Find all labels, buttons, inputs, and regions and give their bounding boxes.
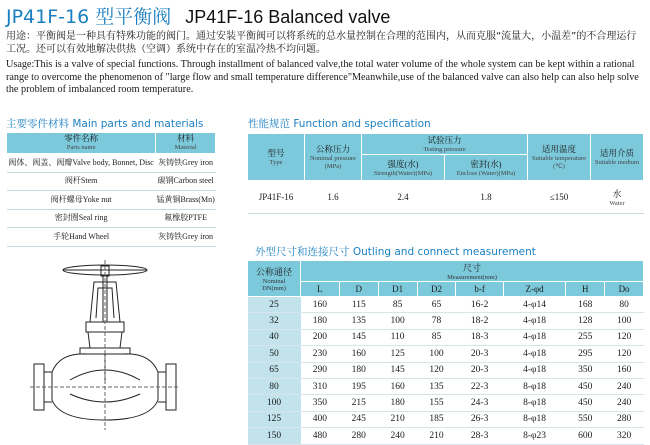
table-row <box>248 428 644 444</box>
table-cell: 4-φ18 <box>503 346 565 362</box>
parts-col-material: 材料 Material <box>156 133 216 154</box>
table-cell: 110 <box>378 329 417 345</box>
spec-table <box>247 133 644 214</box>
table-cell: 128 <box>566 313 605 329</box>
page-title <box>6 2 390 26</box>
table-cell: 120 <box>605 346 644 362</box>
dn-cell: 150 <box>248 428 301 444</box>
table-cell: 160 <box>301 297 340 313</box>
dims-col-dn: 公称通径 Nominal DN(mm) <box>248 261 301 297</box>
table-cell: 350 <box>301 395 340 411</box>
dims-col: D2 <box>417 282 456 297</box>
table-cell: 168 <box>566 297 605 313</box>
spec-col-seal: 密封(水) Enclose (Water)(MPa) <box>444 155 527 181</box>
table-cell: 230 <box>301 346 340 362</box>
spec-col-nominal: 公称压力 Nominal pressure (MPa) <box>305 134 362 181</box>
dims-table <box>247 260 644 445</box>
table-cell: 180 <box>301 313 340 329</box>
table-cell: 180 <box>378 395 417 411</box>
table-cell: 120 <box>605 329 644 345</box>
table-cell: 160 <box>605 362 644 378</box>
dn-cell: 25 <box>248 297 301 313</box>
table-row <box>248 329 644 345</box>
table-cell: 4-φ18 <box>503 329 565 345</box>
title-cn: JP41F-16 型平衡阀 <box>6 6 172 28</box>
table-row: 手轮Hand Wheel 灰铸铁Grey iron <box>7 228 216 247</box>
dims-col: Do <box>605 282 644 297</box>
table-row: JP41F-16 1.6 2.4 1.8 ≤150 水 Water <box>248 181 644 214</box>
table-cell: 290 <box>301 362 340 378</box>
spec-col-temp: 适用温度 Suitable temperature (℃) <box>528 134 591 181</box>
table-cell: 8-φ18 <box>503 378 565 394</box>
table-cell: 85 <box>417 329 456 345</box>
table-cell: 100 <box>605 313 644 329</box>
table-cell: 100 <box>378 313 417 329</box>
table-cell: 22-3 <box>456 378 503 394</box>
dn-cell: 80 <box>248 378 301 394</box>
table-cell: 280 <box>339 428 378 444</box>
dn-cell: 65 <box>248 362 301 378</box>
table-cell: 8-φ18 <box>503 395 565 411</box>
table-cell: 4-φ14 <box>503 297 565 313</box>
table-cell: 450 <box>566 395 605 411</box>
table-cell: 255 <box>566 329 605 345</box>
parts-heading: 主要零件材料 Main parts and materials <box>6 118 204 130</box>
table-cell: 26-3 <box>456 411 503 427</box>
title-en: JP41F-16 Balanced valve <box>185 7 391 27</box>
table-cell: 16-2 <box>456 297 503 313</box>
table-cell: 135 <box>339 313 378 329</box>
table-cell: 85 <box>378 297 417 313</box>
table-row <box>248 313 644 329</box>
table-cell: 4-φ18 <box>503 362 565 378</box>
table-row: 密封圈Seal ring 氟橡胶PTFE <box>7 209 216 228</box>
dn-cell: 100 <box>248 395 301 411</box>
table-row: 阀杆螺母Yoke nut 锰黄铜Brass(Mn) <box>7 191 216 210</box>
table-cell: 320 <box>605 428 644 444</box>
spec-col-strength: 强度(水) Strength(Water)(MPa) <box>362 155 445 181</box>
table-cell: 240 <box>605 378 644 394</box>
table-cell: 18-3 <box>456 329 503 345</box>
table-cell: 65 <box>417 297 456 313</box>
table-cell: 240 <box>378 428 417 444</box>
table-cell: 145 <box>378 362 417 378</box>
parts-col-name: 零件名称 Parts name <box>7 133 156 154</box>
table-row: 阀体、阀盖、阀瓣Valve body, Bonnet, Disc 灰铸铁Grey iron <box>7 154 216 173</box>
table-cell: 155 <box>417 395 456 411</box>
table-cell: 400 <box>301 411 340 427</box>
dims-col: Z-φd <box>503 282 565 297</box>
table-cell: 295 <box>566 346 605 362</box>
table-cell: 350 <box>566 362 605 378</box>
table-cell: 160 <box>339 346 378 362</box>
dn-cell: 50 <box>248 346 301 362</box>
parts-table <box>6 132 216 247</box>
table-row <box>248 411 644 427</box>
dims-col: H <box>566 282 605 297</box>
table-cell: 8-φ23 <box>503 428 565 444</box>
table-cell: 80 <box>605 297 644 313</box>
spec-col-type: 型号 Type <box>248 134 305 181</box>
spec-heading: 性能规范 Function and specification <box>248 118 431 130</box>
table-cell: 145 <box>339 329 378 345</box>
table-cell: 600 <box>566 428 605 444</box>
table-row <box>248 395 644 411</box>
table-cell: 245 <box>339 411 378 427</box>
intro-en: Usage:This is a valve of special functions. Through installment of balanced valve,the total water volume of the whole system can be kept within a rational range to overcome the phenomenon of "large flow and small temperature difference"Meanwhile,use of the balanced valve can also help can also help solve the problem of imbalanced room temperature. <box>6 59 639 96</box>
table-cell: 200 <box>301 329 340 345</box>
dims-heading: 外型尺寸和连接尺寸 Outling and connect measurement <box>255 246 536 258</box>
table-cell: 24-3 <box>456 395 503 411</box>
dims-col: b-f <box>456 282 503 297</box>
table-cell: 120 <box>417 362 456 378</box>
table-cell: 195 <box>339 378 378 394</box>
dn-cell: 40 <box>248 329 301 345</box>
spec-col-testing: 试验压力 Testing pressure <box>362 134 528 155</box>
table-cell: 115 <box>339 297 378 313</box>
table-cell: 125 <box>378 346 417 362</box>
table-row <box>248 362 644 378</box>
table-cell: 160 <box>378 378 417 394</box>
table-cell: 185 <box>417 411 456 427</box>
table-cell: 210 <box>378 411 417 427</box>
table-cell: 28-3 <box>456 428 503 444</box>
intro-cn: 用途：平衡阀是一种具有特殊功能的阀门。通过安装平衡阀可以将系统的总水量控制在合理的范围内，从而克服“流量大，小温差”的不合理运行工况。还可以有效地解决供热（空调）系统中存在的室温冷热不均问题。 <box>6 31 637 55</box>
table-cell: 450 <box>566 378 605 394</box>
table-cell: 215 <box>339 395 378 411</box>
table-cell: 18-2 <box>456 313 503 329</box>
dims-col: D <box>339 282 378 297</box>
dims-col: D1 <box>378 282 417 297</box>
table-cell: 20-3 <box>456 362 503 378</box>
table-row: 阀杆Stem 碳钢Carbon steel <box>7 172 216 191</box>
table-cell: 310 <box>301 378 340 394</box>
dims-col-size: 尺寸 Measurement(mm) <box>301 261 644 282</box>
table-cell: 180 <box>339 362 378 378</box>
table-row <box>248 378 644 394</box>
table-cell: 135 <box>417 378 456 394</box>
table-cell: 280 <box>605 411 644 427</box>
table-cell: 550 <box>566 411 605 427</box>
table-row <box>248 297 644 313</box>
table-cell: 210 <box>417 428 456 444</box>
table-cell: 8-φ18 <box>503 411 565 427</box>
table-cell: 480 <box>301 428 340 444</box>
table-cell: 100 <box>417 346 456 362</box>
dn-cell: 32 <box>248 313 301 329</box>
dn-cell: 125 <box>248 411 301 427</box>
valve-drawing <box>30 260 180 430</box>
spec-col-medium: 适用介质 Suitable medium <box>591 134 644 181</box>
table-row <box>248 346 644 362</box>
dims-col: L <box>301 282 340 297</box>
table-cell: 240 <box>605 395 644 411</box>
table-cell: 20-3 <box>456 346 503 362</box>
table-cell: 78 <box>417 313 456 329</box>
table-cell: 4-φ18 <box>503 313 565 329</box>
